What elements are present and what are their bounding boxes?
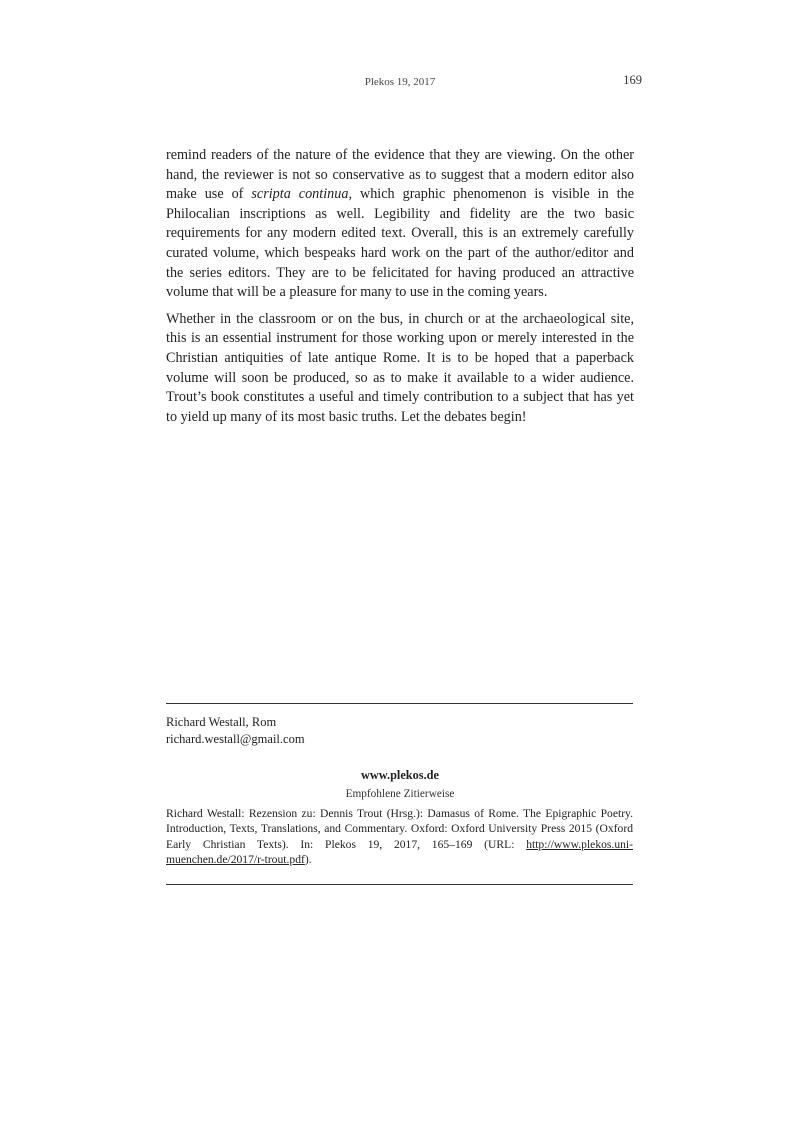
page-number: 169 [623, 73, 642, 87]
citation-heading: Empfohlene Zitierweise [345, 788, 455, 800]
scripta-continua-term: scripta continua [251, 186, 349, 203]
divider-top [166, 703, 633, 704]
citation-end: ). [304, 853, 312, 867]
paragraph-2: Whether in the classroom or on the bus, in church or at the archaeological site, this is an essential instrument for those working upon or merely interested in the Christian antiquities of late antique Rome. It is to be hoped that a paperback volume will soon be produced, so as to make it available to a wider audience. Trout’s book constitutes a useful and timely contribution to a subject that has yet to yield up many of its most basic truths. Let the debates begin! [166, 310, 634, 425]
author-name: Richard Westall, Rom [166, 715, 277, 729]
site-link[interactable]: www.plekos.de [361, 768, 439, 782]
author-email[interactable]: richard.westall@gmail.com [166, 732, 305, 746]
review-body [166, 146, 634, 434]
citation-url-link[interactable]: http://www.plekos.uni-muenchen.de/2017/r-trout.pdf [166, 837, 633, 867]
citation [166, 806, 633, 868]
paragraph-1-text-b: , which graphic phenomenon is visible in the Philocalian inscriptions as well. Legibility and fidelity are the two basic requirements for any modern edited text. Overall, this is an extremely carefully curated volume, which bespeaks hard work on the part of the author/​editor and the series editors. They are to be felicitated for having produced an attractive volume that will be a pleasure for many to use in the coming years. [166, 186, 634, 301]
citation-text: Richard Westall: Rezension zu: Dennis Trout (Hrsg.): Damasus of Rome. The Epigraphic Poetry. Introduction, Texts, Translations, and Commentary. Oxford: Oxford University Press 2015 (Oxford Early Christian Texts). In: Plekos 19, 2017, 165–169 (URL: [166, 807, 633, 851]
paragraph-1-text-a: remind readers of the nature of the evidence that they are viewing. On the other hand, the reviewer is not so conservative as to suggest that a modern editor also make use of [166, 147, 634, 203]
author-block [166, 714, 634, 748]
divider-bottom [166, 884, 633, 885]
paragraph-1 [166, 146, 634, 303]
running-header: Plekos 19, 2017 [364, 76, 436, 88]
